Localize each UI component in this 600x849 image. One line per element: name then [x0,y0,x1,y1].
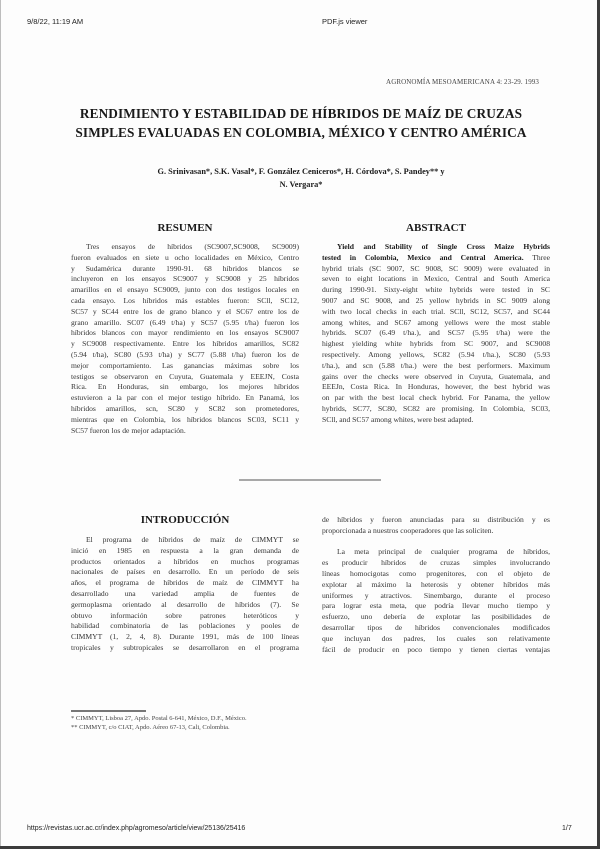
article-authors [61,165,541,191]
abstract-line: gains over the checks were observed in Cuyuta, Guatemala, and [322,371,550,381]
introduccion-line: esfuerzo, uno debería de explotar las posibilidades de [322,612,550,622]
footnote: * CIMMYT, Lisboa 27, Apdo. Postal 6-641, México, D.F., México. [71,715,247,722]
resumen-line: híbridos amarillos, scn, SC80 y SC82 son prometedores, [71,403,299,413]
print-footer-url: https://revistas.ucr.ac.cr/index.php/agromeso/article/view/25136/25416 [27,825,246,832]
introduccion-heading: INTRODUCCIÓN [140,514,230,526]
resumen-line: fueron evaluados en siete u ocho localidades en México, Centro [71,252,299,262]
introduccion-line: años, el programa de híbridos de maíz de CIMMYT ha [71,578,299,588]
resumen-line: estuvieron a la par con el mejor testigo híbrido. En Panamá, los [71,393,299,403]
abstract-line: on par with the best local check hybrid. For Panama, the yellow [322,393,550,403]
abstract-line: t/ha.), and scn (5.88 t/ha.) were the best performers. Maximum [322,360,550,370]
introduccion-line: de híbridos y fueron anunciadas para su distribución y es [322,515,550,524]
introduccion-right-body [322,515,550,655]
article-title-line: SIMPLES EVALUADAS EN COLOMBIA, MÉXICO Y CENTRO AMÉRICA [75,125,527,140]
abstract-line: 9007 and SC 9008, and 25 yellow hybrids in SC 9009 along [322,295,550,305]
abstract-line: highest yielding white hybrids from SC 9007, and SC9008 [322,339,550,349]
introduccion-line: fácil de producir en poco tiempo y tienen ciertas ventajas [322,644,550,654]
print-footer-page-number: 1/7 [562,825,572,832]
introduccion-line: germoplasma orientado al desarrollo de híbridos (7). Se [71,599,299,609]
abstract-lines [322,264,550,426]
print-header-date: 9/8/22, 11:19 AM [27,17,84,26]
introduccion-line: habilidad combinatoria de las poblaciones y pooles de [71,621,299,631]
abstract-title-line: Yield and Stability of Single Cross Maize Hybrids [337,242,550,251]
resumen-line: y SC9008 respectivamente. Entre los híbridos amarillos, SC82 [71,339,299,349]
article-title [61,104,541,142]
introduccion-line: para lograr esta meta, que podría llevar mucho tiempo y [322,601,550,611]
resumen-line: SC57 fueron los de mejor adaptación. [71,425,186,435]
introduccion-line: uniformes y atractivos. Sinembargo, durante el proceso [322,590,550,600]
resumen-line: grano amarillo. SC07 (6.49 t/ha) y SC57 (5.95 t/ha) fueron los [71,317,299,327]
resumen-line: cada ensayo. Los híbridos más estables fueron: SCll, SC12, [71,295,299,305]
footnote-rule [71,710,146,712]
introduccion-line: inició en 1985 en respuesta a la gran demanda de [71,545,299,555]
resumen-line: testigos se observaron en Cuyuta, Guatemala y EEEJN, Costa [71,371,299,381]
abstract-line: during 1990-91. Sixty-eight white hybrids were tested in SC [322,285,550,295]
resumen-line: SC57 y SC44 entre los de grano blanco y el SC67 entre los de [71,306,299,316]
resumen-line: Rica. En Honduras, sin embargo, los mejores híbridos [71,382,299,392]
abstract-text-run: Three [523,252,550,262]
authors-line: G. Srinivasan*, S.K. Vasal*, F. González Ceniceros*, H. Córdova*, S. Pandey** y [157,167,445,176]
introduccion-line: obtuvo información sobre patrones heteróticos y [71,610,299,620]
resumen-line: incluyeron en los ensayos SC9007 y SC9008 y 25 híbridos [71,274,299,284]
introduccion-line: La meta principal de cualquier programa de híbridos, [337,547,550,557]
abstract-line: among whites, and SC67 among yellows were the most stable [322,317,550,327]
introduccion-line: productos orientados a híbridos en muchos programas [71,556,299,566]
introduccion-line: explotar al máximo la heterosis y obtener híbridos más [322,579,550,589]
abstract-title-line [322,253,550,264]
resumen-line: amarillos en el ensayo SC9009, junto con dos testigos locales en [71,285,299,295]
abstract-line: SCll, and SC57 among whites, were best adapted. [322,414,474,424]
abstract-line: EEEJn, Costa Rica. In Honduras, however, the best hybrid was [322,382,550,392]
abstract-line: hybrids. SC07 (6.49 t/ha.), and SC57 (5.95 t/ha) were the [322,328,550,338]
abstract-line: seven to eight locations in Mexico, Central and South America [322,274,550,284]
abstract-line: hybrid trials (SC 9007, SC 9008, SC 9009) were evaluated in [322,263,550,273]
introduccion-left-body [71,535,299,654]
print-header-title: PDF.js viewer [322,17,368,26]
introduccion-line: que incluyan dos padres, los cuales son relativamente [322,633,550,643]
introduccion-line: CIMMYT (1, 2, 4, 8). Durante 1991, más de 100 líneas [71,632,299,642]
section-divider [239,479,381,481]
resumen-line: y Sudamérica durante 1990-91. 68 híbridos blancos se [71,263,299,273]
introduccion-line: desarrollado una variedad amplia de fuentes de [71,588,299,598]
footnote: ** CIMMYT, c/o CIAT, Apdo. Aéreo 67-13, Cali, Colombia. [71,723,230,731]
paragraph-gap [322,537,550,548]
resumen-line: mientras que en Colombia, los híbridos blancos SC03, SC11 y [71,414,299,424]
authors-line: N. Vergara* [279,180,323,189]
resumen-line: mejor comportamiento. Las ganancias máximas sobre los [71,360,299,370]
introduccion-line: proporcionada a nuestros cooperadores que las soliciten. [322,525,494,535]
introduccion-line: desarrollar tipos de híbridos convencionales modificados [322,622,550,632]
footnotes [71,715,247,732]
resumen-line: híbridos blancos con mayor rendimiento en los ensayos SC9007 [71,328,299,338]
introduccion-line: es producir híbridos de cruzas simples involucrando [322,558,550,568]
abstract-heading: ABSTRACT [406,222,466,234]
journal-reference: AGRONOMÍA MESOAMERICANA 4: 23-29. 1993 [386,78,539,86]
resumen-heading: RESUMEN [157,222,213,234]
introduccion-line: líneas homocigotas como progenitores, con el objeto de [322,568,550,578]
introduccion-line: tropicales y subtropicales se desarrollaron en el programa [71,642,299,652]
abstract-title-bold: tested in Colombia, Mexico and Central America. [322,252,524,262]
resumen-body [71,242,299,436]
resumen-line: (5.94 t/ha), SC80 (5.93 t/ha) y SC77 (5.88 t/ha) fueron los de [71,349,299,359]
abstract-line: hybrids, SC77, SC80, SC82 are promising. In Colombia, SC03, [322,403,550,413]
abstract-body [322,242,550,426]
abstract-line: with two local checks in each trial. SCll, SC12, SC57, and SC44 [322,306,550,316]
introduccion-line: nacionales de países en desarrollo. En un período de seis [71,567,299,577]
resumen-line: Tres ensayos de híbridos (SC9007,SC9008, SC9009) [86,242,299,251]
introduccion-line: El programa de híbridos de maíz de CIMMYT se [86,535,299,544]
article-title-line: RENDIMIENTO Y ESTABILIDAD DE HÍBRIDOS DE MAÍZ DE CRUZAS [79,106,523,121]
abstract-line: respectively. Among yellows, SC82 (5.94 t/ha.), SC80 (5.93 [322,349,550,359]
